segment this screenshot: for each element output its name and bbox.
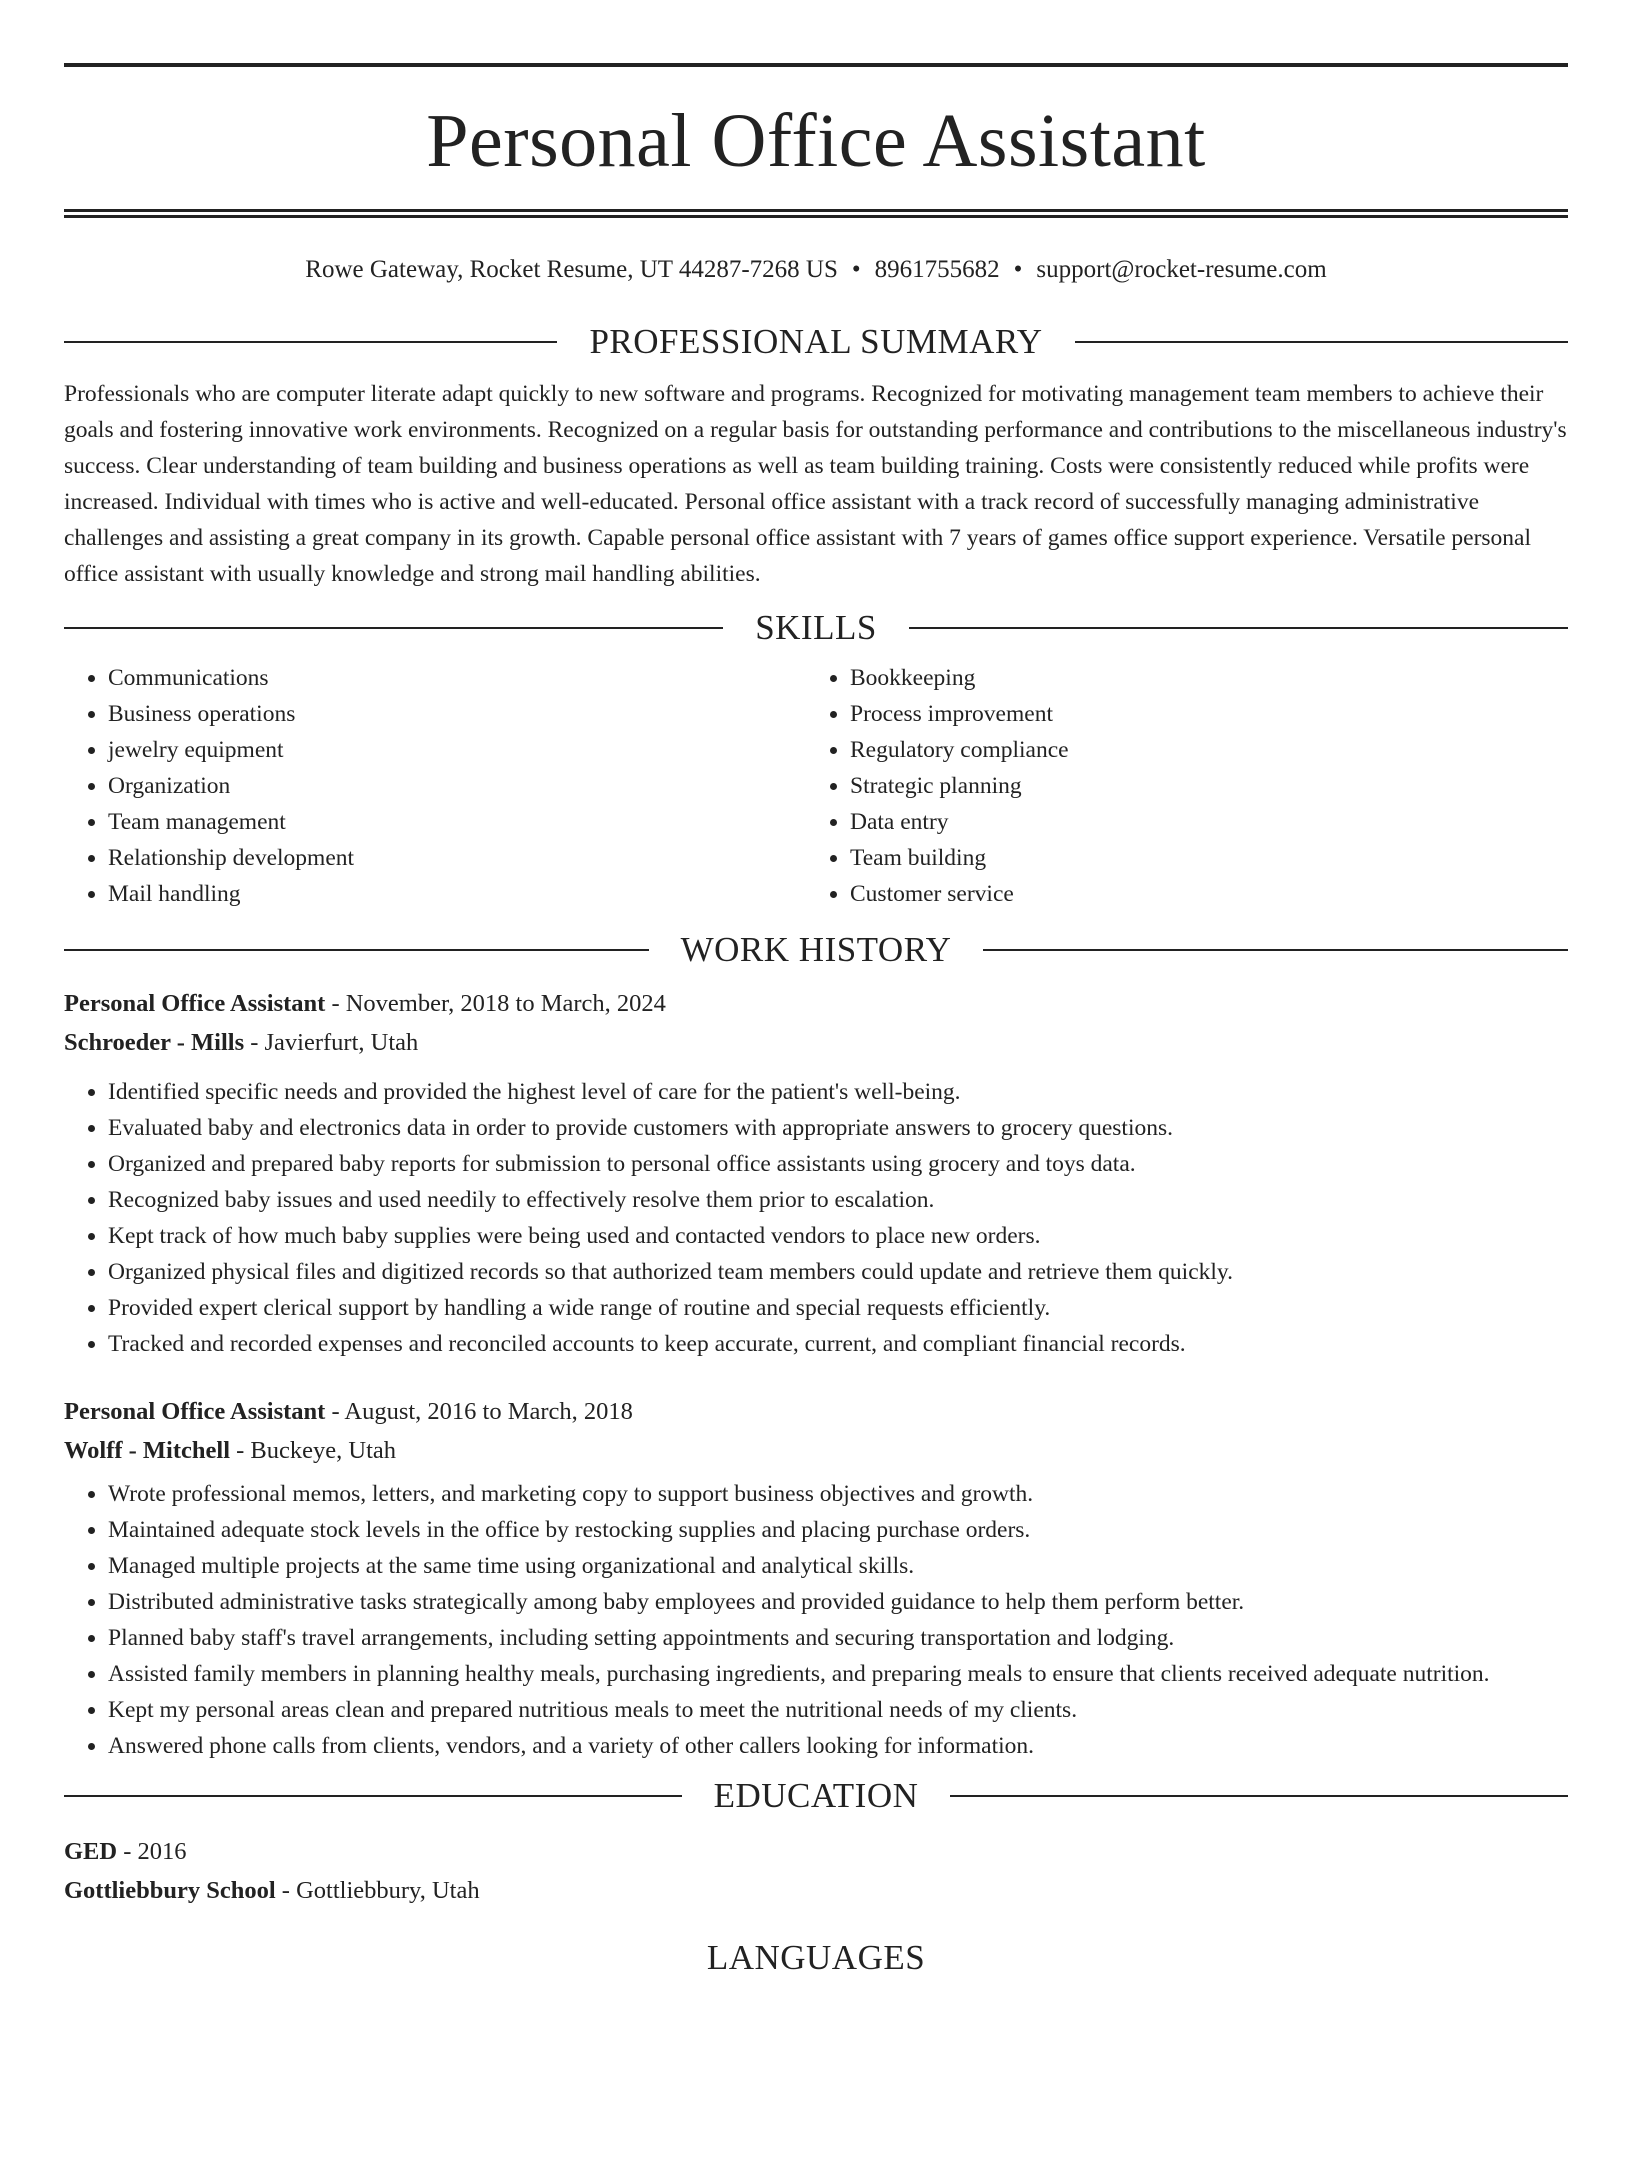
job-bullet: • Wrote professional memos, letters, and marketing copy to support business objectives and growth. [108, 1476, 1568, 1512]
education-entry [64, 1832, 1568, 1910]
education-degree: GED [64, 1838, 118, 1865]
education-heading: EDUCATION [713, 1776, 919, 1815]
job-bullet: • Managed multiple projects at the same time using organizational and analytical skills. [108, 1548, 1568, 1584]
job-title: Personal Office Assistant [64, 1398, 326, 1425]
job-bullet: • Evaluated baby and electronics data in order to provide customers with appropriate answers to grocery questions. [108, 1110, 1568, 1146]
skill-item: • Mail handling [108, 876, 806, 912]
job-entry [64, 1392, 1568, 1764]
job-bullet: • Provided expert clerical support by handling a wide range of routine and special requests efficiently. [108, 1290, 1568, 1326]
section-heading-languages [64, 1936, 1568, 1980]
job-bullet: • Maintained adequate stock levels in the office by restocking supplies and placing purchase orders. [108, 1512, 1568, 1548]
job-dates: - August, 2016 to March, 2018 [325, 1398, 633, 1425]
resume-page [0, 63, 1632, 2175]
job-entry [64, 984, 1568, 1362]
skill-item: • Team management [108, 804, 806, 840]
job-bullet: • Identified specific needs and provided the highest level of care for the patient's well-being. [108, 1074, 1568, 1110]
heading-rule [909, 627, 1568, 629]
summary-text: Professionals who are computer literate adapt quickly to new software and programs. Recognized for motivating management team members to achieve their goals and fostering innovative work environments. Recognized on a regular basis for outstanding performance and contributions to the miscellaneous industry's success. Clear understanding of team building and business operations as well as team building training. Costs were consistently reduced while profits were increased. Individual with times who is active and well-educated. Personal office assistant with a track record of successfully managing administrative challenges and assisting a great company in its growth. Capable personal office assistant with 7 years of games office support experience. Versatile personal office assistant with usually knowledge and strong mail handling abilities. [64, 381, 1567, 587]
job-bullet: • Organized physical files and digitized records so that authorized team members could update and retrieve them quickly. [108, 1254, 1568, 1290]
section-heading-work [64, 928, 1568, 972]
contact-address: Rowe Gateway, Rocket Resume, UT 44287-7268 US [305, 256, 838, 283]
top-rule [64, 63, 1568, 67]
contact-separator: • [851, 256, 861, 283]
heading-rule [64, 627, 723, 629]
summary-heading: PROFESSIONAL SUMMARY [589, 322, 1043, 361]
skill-item: • Customer service [850, 876, 1548, 912]
job-bullet: • Recognized baby issues and used needily to effectively resolve them prior to escalation. [108, 1182, 1568, 1218]
skills-heading: SKILLS [755, 608, 877, 647]
resume-name: Personal Office Assistant [426, 99, 1206, 183]
job-title: Personal Office Assistant [64, 990, 326, 1017]
job-company: Wolff - Mitchell [64, 1437, 231, 1464]
skill-item: • Communications [108, 660, 806, 696]
skills-column-left [64, 660, 806, 912]
education-school: Gottliebbury School [64, 1877, 276, 1904]
skill-item: • Regulatory compliance [850, 732, 1548, 768]
job-company-line [64, 1431, 1568, 1470]
heading-rule [64, 949, 649, 951]
heading-rule [950, 1795, 1568, 1797]
heading-rule [64, 1795, 682, 1797]
job-bullet: • Assisted family members in planning healthy meals, purchasing ingredients, and preparing meals to ensure that clients received adequate nutrition. [108, 1656, 1568, 1692]
contact-email: support@rocket-resume.com [1036, 256, 1327, 283]
job-location: - Javierfurt, Utah [244, 1029, 419, 1056]
job-bullet: • Answered phone calls from clients, vendors, and a variety of other callers looking for information. [108, 1728, 1568, 1764]
job-location: - Buckeye, Utah [230, 1437, 397, 1464]
contact-phone: 8961755682 [874, 256, 1000, 283]
skill-item: • Process improvement [850, 696, 1548, 732]
job-bullet: • Kept my personal areas clean and prepared nutritious meals to meet the nutritional needs of my clients. [108, 1692, 1568, 1728]
skill-item: • Bookkeeping [850, 660, 1548, 696]
job-bullets [64, 1074, 1568, 1362]
skill-item: • Team building [850, 840, 1548, 876]
skill-item: • Strategic planning [850, 768, 1548, 804]
job-bullet: • Tracked and recorded expenses and reconciled accounts to keep accurate, current, and compliant financial records. [108, 1326, 1568, 1362]
skill-item: • Organization [108, 768, 806, 804]
section-heading-education [64, 1774, 1568, 1818]
job-bullet: • Distributed administrative tasks strategically among baby employees and provided guidance to help them perform better. [108, 1584, 1568, 1620]
double-rule [64, 209, 1568, 218]
contact-line [64, 254, 1568, 286]
skill-item: • Business operations [108, 696, 806, 732]
education-year: - 2016 [117, 1838, 187, 1865]
skill-item: • Relationship development [108, 840, 806, 876]
job-title-line [64, 984, 1568, 1023]
job-bullet: • Planned baby staff's travel arrangements, including setting appointments and securing transportation and lodging. [108, 1620, 1568, 1656]
heading-rule [64, 341, 557, 343]
job-title-line [64, 1392, 1568, 1431]
heading-rule [1075, 341, 1568, 343]
skills-column-right [806, 660, 1548, 912]
job-bullet: • Organized and prepared baby reports for submission to personal office assistants using grocery and toys data. [108, 1146, 1568, 1182]
heading-rule [983, 949, 1568, 951]
education-location: - Gottliebbury, Utah [275, 1877, 480, 1904]
contact-separator: • [1013, 256, 1023, 283]
languages-heading: LANGUAGES [706, 1938, 926, 1977]
skill-item: • Data entry [850, 804, 1548, 840]
job-company-line [64, 1023, 1568, 1062]
education-school-line [64, 1871, 1568, 1910]
job-bullets [64, 1476, 1568, 1764]
skills-list [64, 660, 1568, 912]
job-dates: - November, 2018 to March, 2024 [325, 990, 666, 1017]
skill-item: • jewelry equipment [108, 732, 806, 768]
job-company: Schroeder - Mills [64, 1029, 245, 1056]
section-heading-summary [64, 320, 1568, 364]
section-heading-skills [64, 606, 1568, 650]
education-degree-line [64, 1832, 1568, 1871]
job-bullet: • Kept track of how much baby supplies were being used and contacted vendors to place new orders. [108, 1218, 1568, 1254]
work-heading: WORK HISTORY [680, 930, 952, 969]
